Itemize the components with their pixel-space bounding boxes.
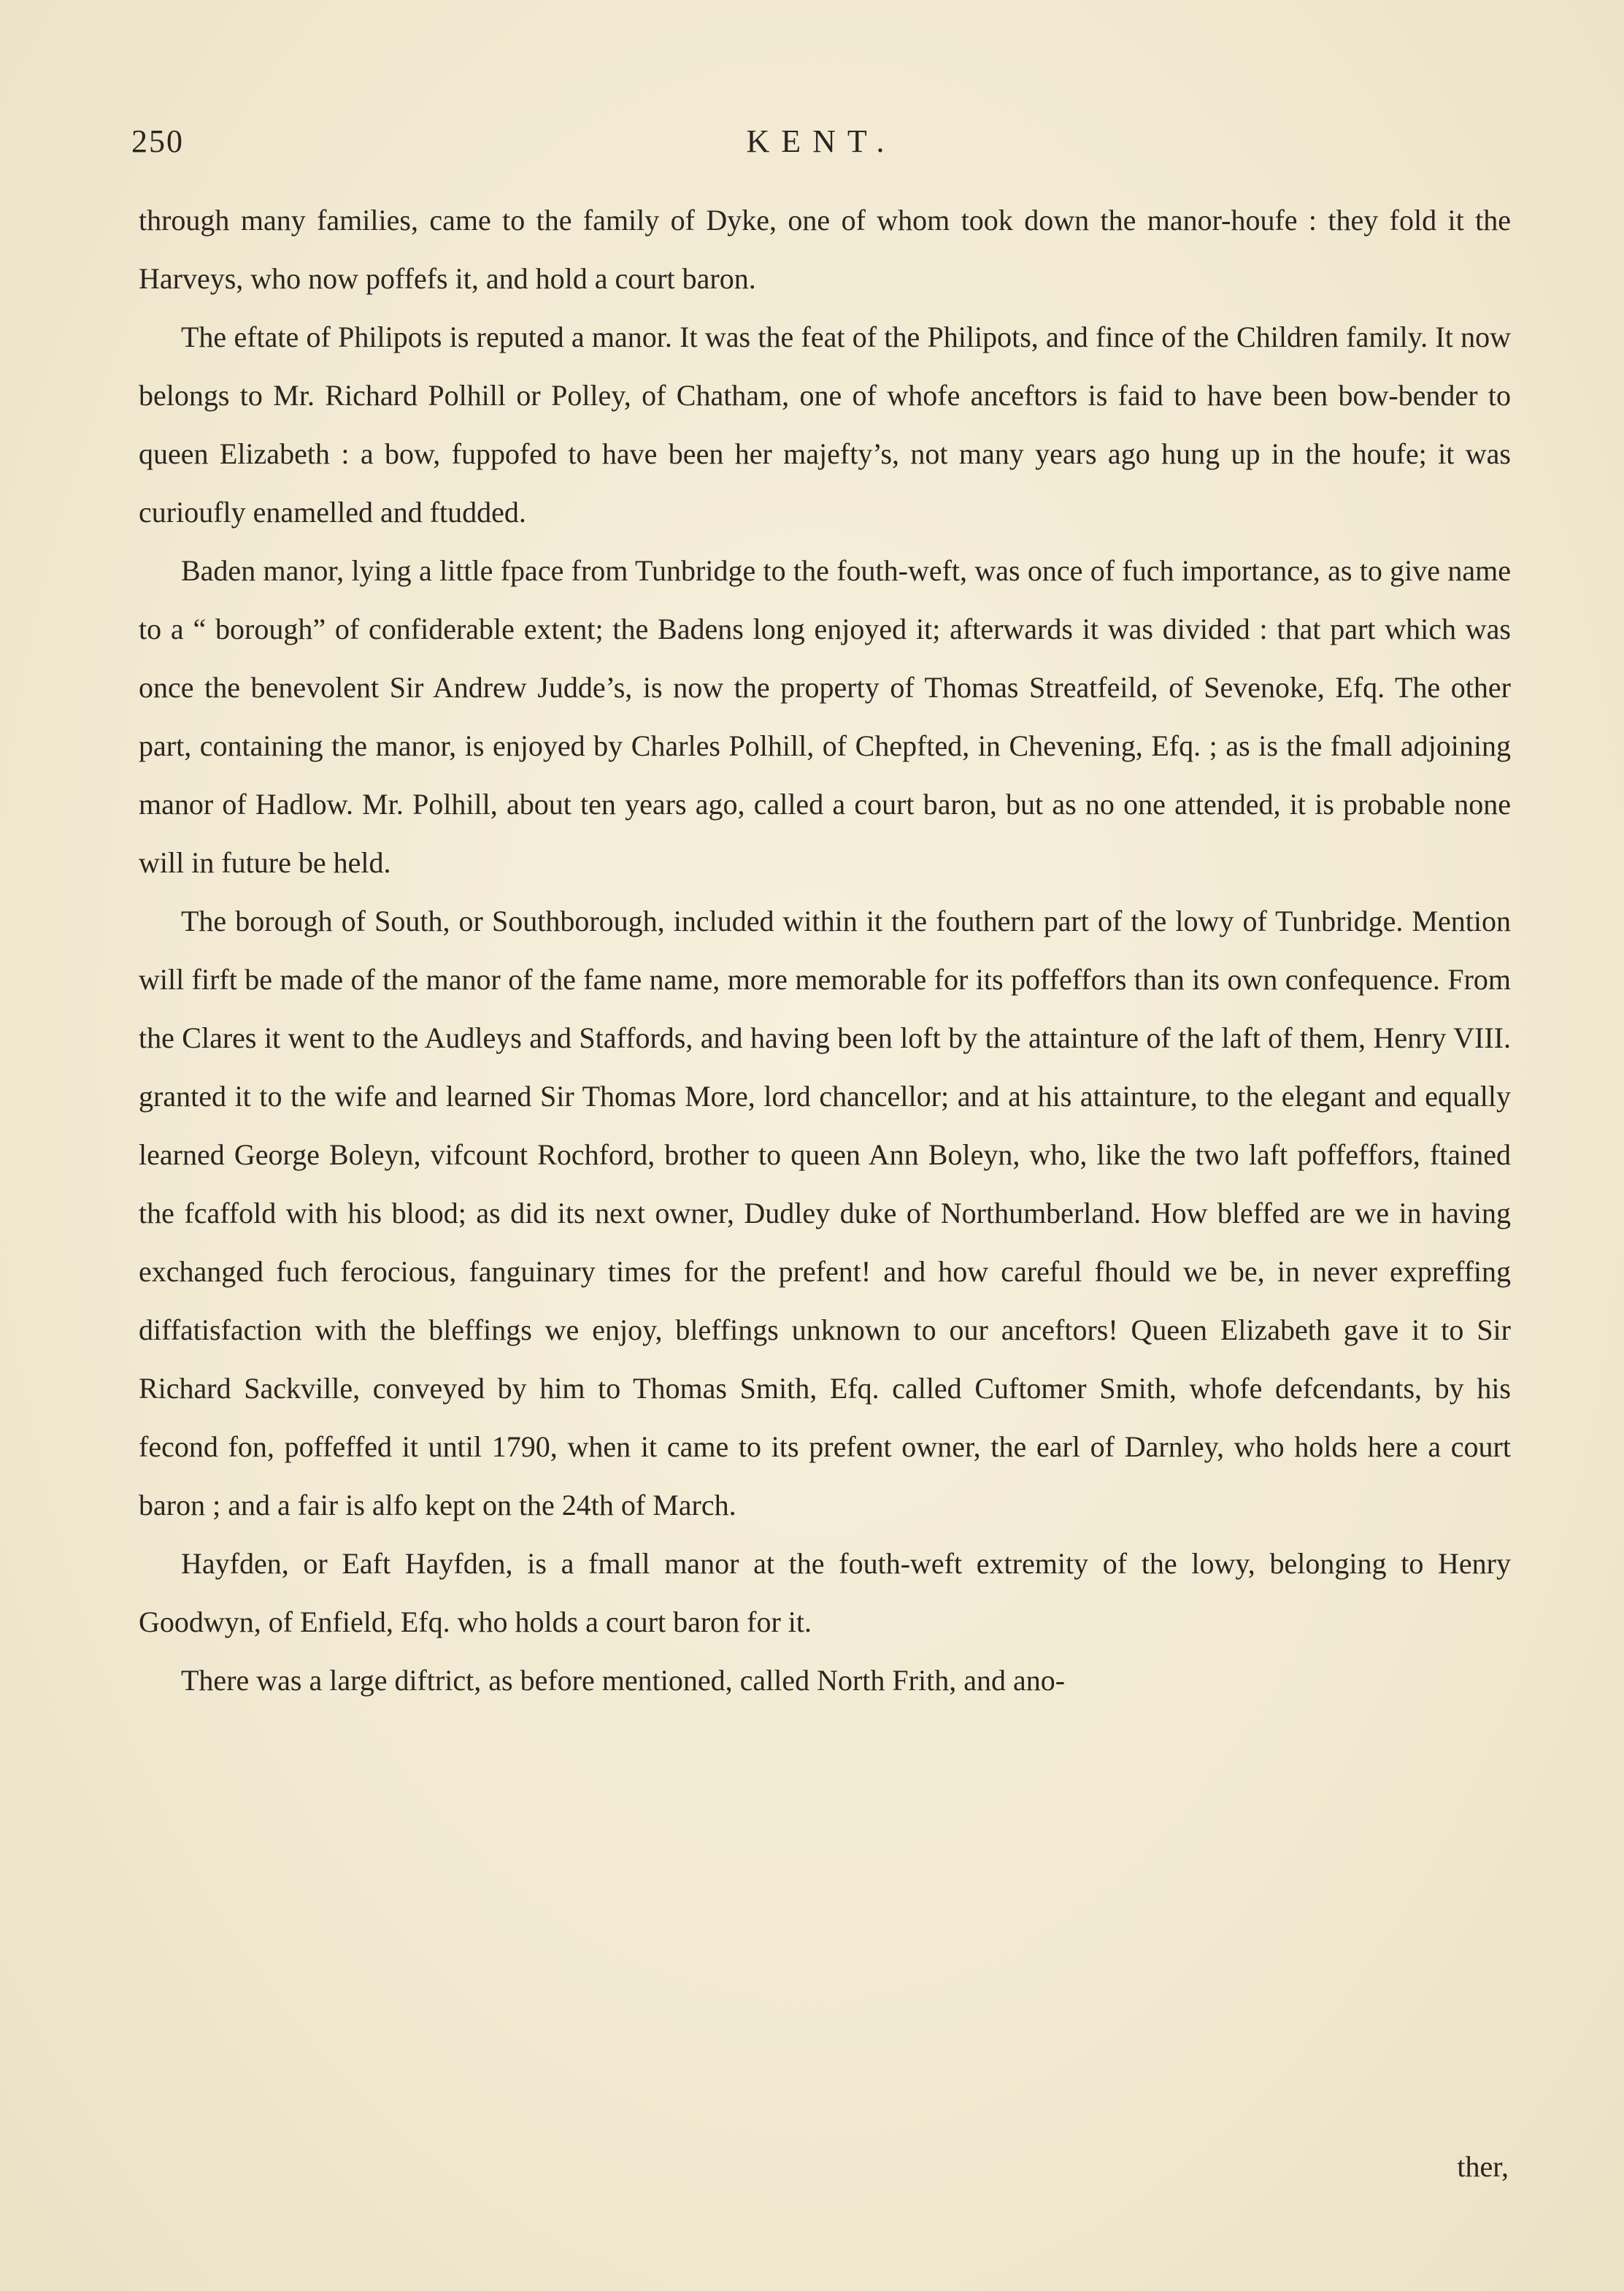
- paragraph-dyke: through many families, came to the family of Dyke, one of whom took down the manor-houfe : they fold it the Harveys, who now poffefs it, and hold a court baron.: [139, 204, 1511, 295]
- running-title: KENT.: [746, 123, 896, 159]
- page-header: [124, 123, 1518, 174]
- page-number: 250: [131, 123, 184, 159]
- body-text: [139, 191, 1511, 1710]
- paragraph-baden-manor: Baden manor, lying a little fpace from Tunbridge to the fouth-weft, was once of fuch importance, as to give name to a “ borough” of confiderable extent; the Badens long enjoyed it; afterwards it was divided : that part which was once the benevolent Sir Andrew Judde’s, is now the property of Thomas Streatfeild, of Sevenoke, Efq. The other part, containing the manor, is enjoyed by Charles Polhill, of Chepfted, in Chevening, Efq. ; as is the fmall adjoining manor of Hadlow. Mr. Polhill, about ten years ago, called a court baron, but as no one attended, it is probable none will in future be held.: [139, 554, 1511, 879]
- paragraph-north-frith: There was a large diftrict, as before mentioned, called North Frith, and ano-: [181, 1664, 1066, 1697]
- paragraph-philipots: The eftate of Philipots is reputed a manor. It was the feat of the Philipots, and fince of the Children family. It now belongs to Mr. Richard Polhill or Polley, of Chatham, one of whofe anceftors is faid to have been bow-bender to queen Elizabeth : a bow, fuppofed to have been her majefty’s, not many years ago hung up in the houfe; it was curioufly enamelled and ftudded.: [139, 321, 1511, 529]
- paragraph-southborough: The borough of South, or Southborough, included within it the fouthern part of the lowy of Tunbridge. Mention will firft be made of the manor of the fame name, more memorable for its poffeffors than its own confequence. From the Clares it went to the Audleys and Staffords, and having been loft by the attainture of the laft of them, Henry VIII. granted it to the wife and learned Sir Thomas More, lord chancellor; and at his attainture, to the elegant and equally learned George Boleyn, vifcount Rochford, brother to queen Ann Boleyn, who, like the two laft poffeffors, ftained the fcaffold with his blood; as did its next owner, Dudley duke of Northumberland. How bleffed are we in having exchanged fuch ferocious, fanguinary times for the prefent! and how careful fhould we be, in never expreffing diffatisfaction with the bleffings we enjoy, bleffings unknown to our anceftors! Queen Elizabeth gave it to Sir Richard Sackville, conveyed by him to Thomas Smith, Efq. called Cuftomer Smith, whofe defcendants, by his fecond fon, poffeffed it until 1790, when it came to its prefent owner, the earl of Darnley, who holds here a court baron ; and a fair is alfo kept on the 24th of March.: [139, 905, 1511, 1521]
- catchword: ther,: [1457, 2150, 1509, 2183]
- paragraph-haysden: Hayfden, or Eaft Hayfden, is a fmall manor at the fouth-weft extremity of the lowy, belonging to Henry Goodwyn, of Enfield, Efq. who holds a court baron for it.: [139, 1547, 1511, 1638]
